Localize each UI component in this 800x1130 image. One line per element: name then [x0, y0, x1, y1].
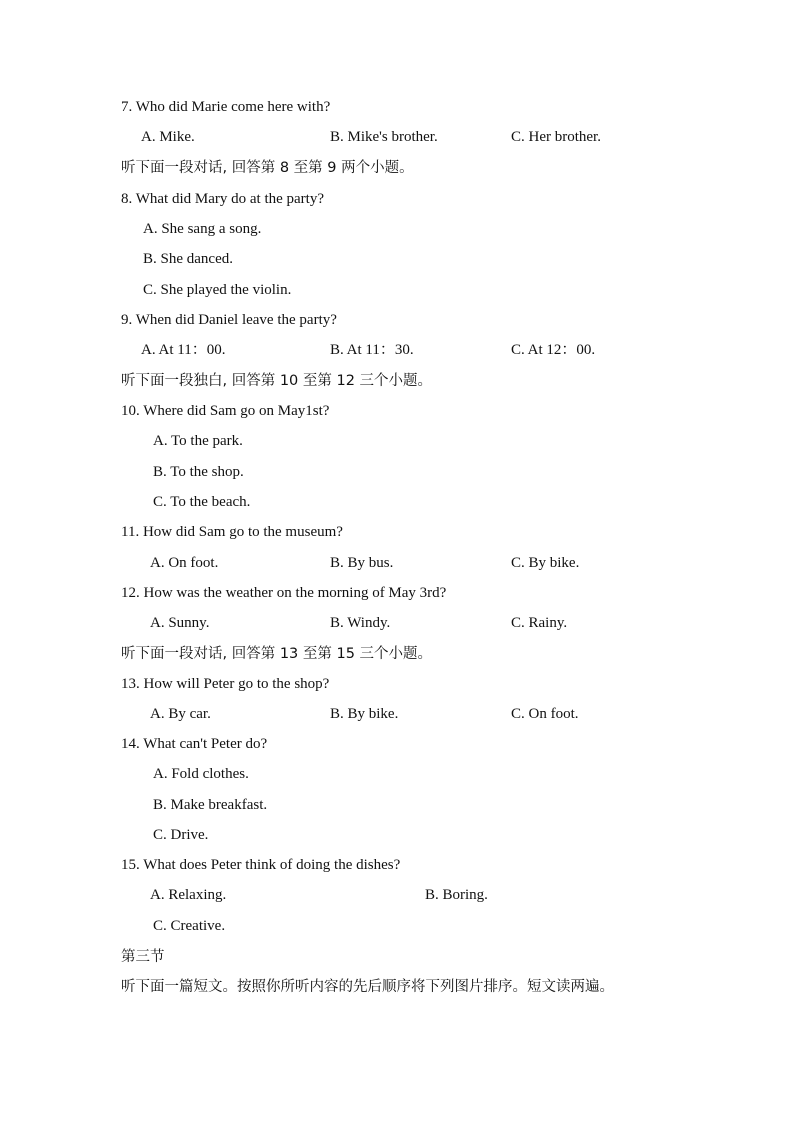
q14-option-c: C. Drive. [153, 827, 209, 843]
q13-option-a: A. By car. [150, 706, 211, 722]
section-3-instruction: 听下面一篇短文。按照你所听内容的先后顺序将下列图片排序。短文读两遍。 [121, 979, 614, 995]
q9-option-b: B. At 11：30. [330, 342, 414, 358]
q14-option-a: A. Fold clothes. [153, 766, 249, 782]
section-3-title: 第三节 [121, 949, 165, 965]
q8-option-a: A. She sang a song. [143, 221, 262, 237]
q11-option-a: A. On foot. [150, 555, 219, 571]
q9-stem: 9. When did Daniel leave the party? [121, 312, 337, 328]
q9-option-a: A. At 11：00. [141, 342, 226, 358]
q15-option-a: A. Relaxing. [150, 887, 227, 903]
q13-option-b: B. By bike. [330, 706, 399, 722]
q10-option-a: A. To the park. [153, 433, 243, 449]
q15-option-b: B. Boring. [425, 887, 488, 903]
q12-option-b: B. Windy. [330, 615, 391, 631]
directions-13-15: 听下面一段对话, 回答第 13 至第 15 三个小题。 [121, 646, 433, 662]
q7-option-a: A. Mike. [141, 129, 195, 145]
q7-stem: 7. Who did Marie come here with? [121, 99, 331, 115]
q14-option-b: B. Make breakfast. [153, 797, 268, 813]
q11-stem: 11. How did Sam go to the museum? [121, 524, 343, 540]
directions-8-9: 听下面一段对话, 回答第 8 至第 9 两个小题。 [121, 160, 414, 176]
q7-option-c: C. Her brother. [511, 129, 601, 145]
q14-stem: 14. What can't Peter do? [121, 736, 268, 752]
q12-stem: 12. How was the weather on the morning of May 3rd? [121, 585, 447, 601]
q8-option-b: B. She danced. [143, 251, 233, 267]
q10-stem: 10. Where did Sam go on May1st? [121, 403, 330, 419]
q11-option-b: B. By bus. [330, 555, 394, 571]
directions-10-12: 听下面一段独白, 回答第 10 至第 12 三个小题。 [121, 373, 433, 389]
q11-option-c: C. By bike. [511, 555, 580, 571]
q13-stem: 13. How will Peter go to the shop? [121, 676, 330, 692]
q12-option-c: C. Rainy. [511, 615, 568, 631]
q15-option-c: C. Creative. [153, 918, 226, 934]
q7-option-b: B. Mike's brother. [330, 129, 438, 145]
q15-stem: 15. What does Peter think of doing the dishes? [121, 857, 401, 873]
q10-option-b: B. To the shop. [153, 464, 244, 480]
q8-stem: 8. What did Mary do at the party? [121, 191, 324, 207]
q10-option-c: C. To the beach. [153, 494, 251, 510]
q13-option-c: C. On foot. [511, 706, 579, 722]
q9-option-c: C. At 12：00. [511, 342, 596, 358]
q8-option-c: C. She played the violin. [143, 282, 292, 298]
q12-option-a: A. Sunny. [150, 615, 210, 631]
